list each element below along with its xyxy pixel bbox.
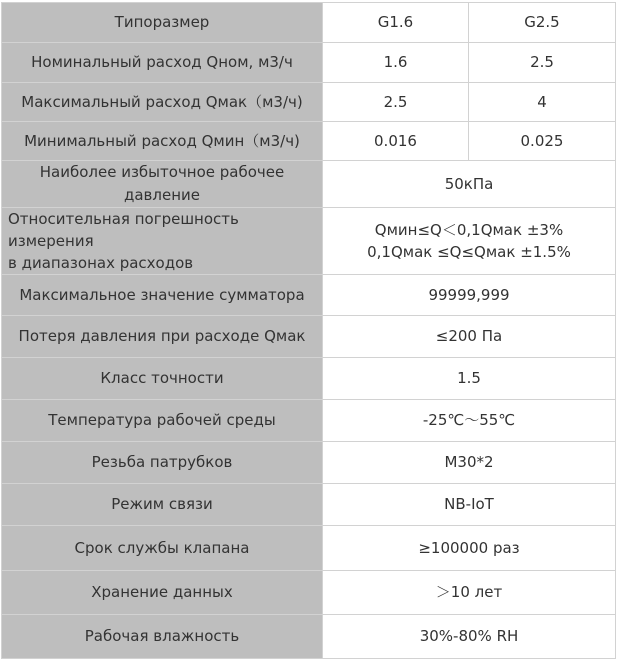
row-value: ≤200 Па bbox=[323, 316, 616, 358]
row-value-line: 0,1Qмак ≤Q≤Qмак ±1.5% bbox=[367, 243, 571, 261]
row-value bbox=[323, 208, 616, 275]
row-label: Срок службы клапана bbox=[2, 526, 323, 571]
header-col1: G1.6 bbox=[323, 3, 469, 43]
row-value: M30*2 bbox=[323, 442, 616, 484]
table-row bbox=[2, 43, 616, 83]
row-label: Максимальный расход Qмак（м3/ч) bbox=[2, 83, 323, 122]
row-value: -25℃～55℃ bbox=[323, 400, 616, 442]
row-value: ＞10 лет bbox=[323, 571, 616, 615]
row-col2: 2.5 bbox=[469, 43, 616, 83]
table-row bbox=[2, 526, 616, 571]
table-row bbox=[2, 316, 616, 358]
row-label: Класс точности bbox=[2, 358, 323, 400]
row-label: Режим связи bbox=[2, 484, 323, 526]
row-col2: 4 bbox=[469, 83, 616, 122]
row-label: Рабочая влажность bbox=[2, 615, 323, 659]
row-label: Хранение данных bbox=[2, 571, 323, 615]
specs-table bbox=[1, 2, 616, 659]
row-label bbox=[2, 208, 323, 275]
table-row bbox=[2, 484, 616, 526]
row-label-line: Относительная погрешность измерения bbox=[8, 210, 239, 250]
table-row bbox=[2, 161, 616, 208]
row-value: 50кПа bbox=[323, 161, 616, 208]
row-label-line: в диапазонах расходов bbox=[8, 254, 194, 272]
row-value-line: Qмин≤Q＜0,1Qмак ±3% bbox=[374, 221, 564, 239]
table-row bbox=[2, 571, 616, 615]
row-value: 1.5 bbox=[323, 358, 616, 400]
row-value: NB-IoT bbox=[323, 484, 616, 526]
row-col2: 0.025 bbox=[469, 122, 616, 161]
table-row bbox=[2, 442, 616, 484]
table-row bbox=[2, 358, 616, 400]
table-row bbox=[2, 400, 616, 442]
table-row bbox=[2, 275, 616, 316]
row-label: Резьба патрубков bbox=[2, 442, 323, 484]
row-label: Наиболее избыточное рабочее давление bbox=[2, 161, 323, 208]
table-row bbox=[2, 208, 616, 275]
header-row bbox=[2, 3, 616, 43]
row-label: Минимальный расход Qмин（м3/ч) bbox=[2, 122, 323, 161]
row-value: ≥100000 раз bbox=[323, 526, 616, 571]
row-col1: 1.6 bbox=[323, 43, 469, 83]
row-value: 30%-80% RH bbox=[323, 615, 616, 659]
header-col2: G2.5 bbox=[469, 3, 616, 43]
row-label: Максимальное значение сумматора bbox=[2, 275, 323, 316]
row-value: 99999,999 bbox=[323, 275, 616, 316]
table-row bbox=[2, 83, 616, 122]
row-label: Потеря давления при расходе Qмак bbox=[2, 316, 323, 358]
row-label: Номинальный расход Qном, м3/ч bbox=[2, 43, 323, 83]
table-row bbox=[2, 122, 616, 161]
row-col1: 2.5 bbox=[323, 83, 469, 122]
row-col1: 0.016 bbox=[323, 122, 469, 161]
row-label: Температура рабочей среды bbox=[2, 400, 323, 442]
header-label: Типоразмер bbox=[2, 3, 323, 43]
